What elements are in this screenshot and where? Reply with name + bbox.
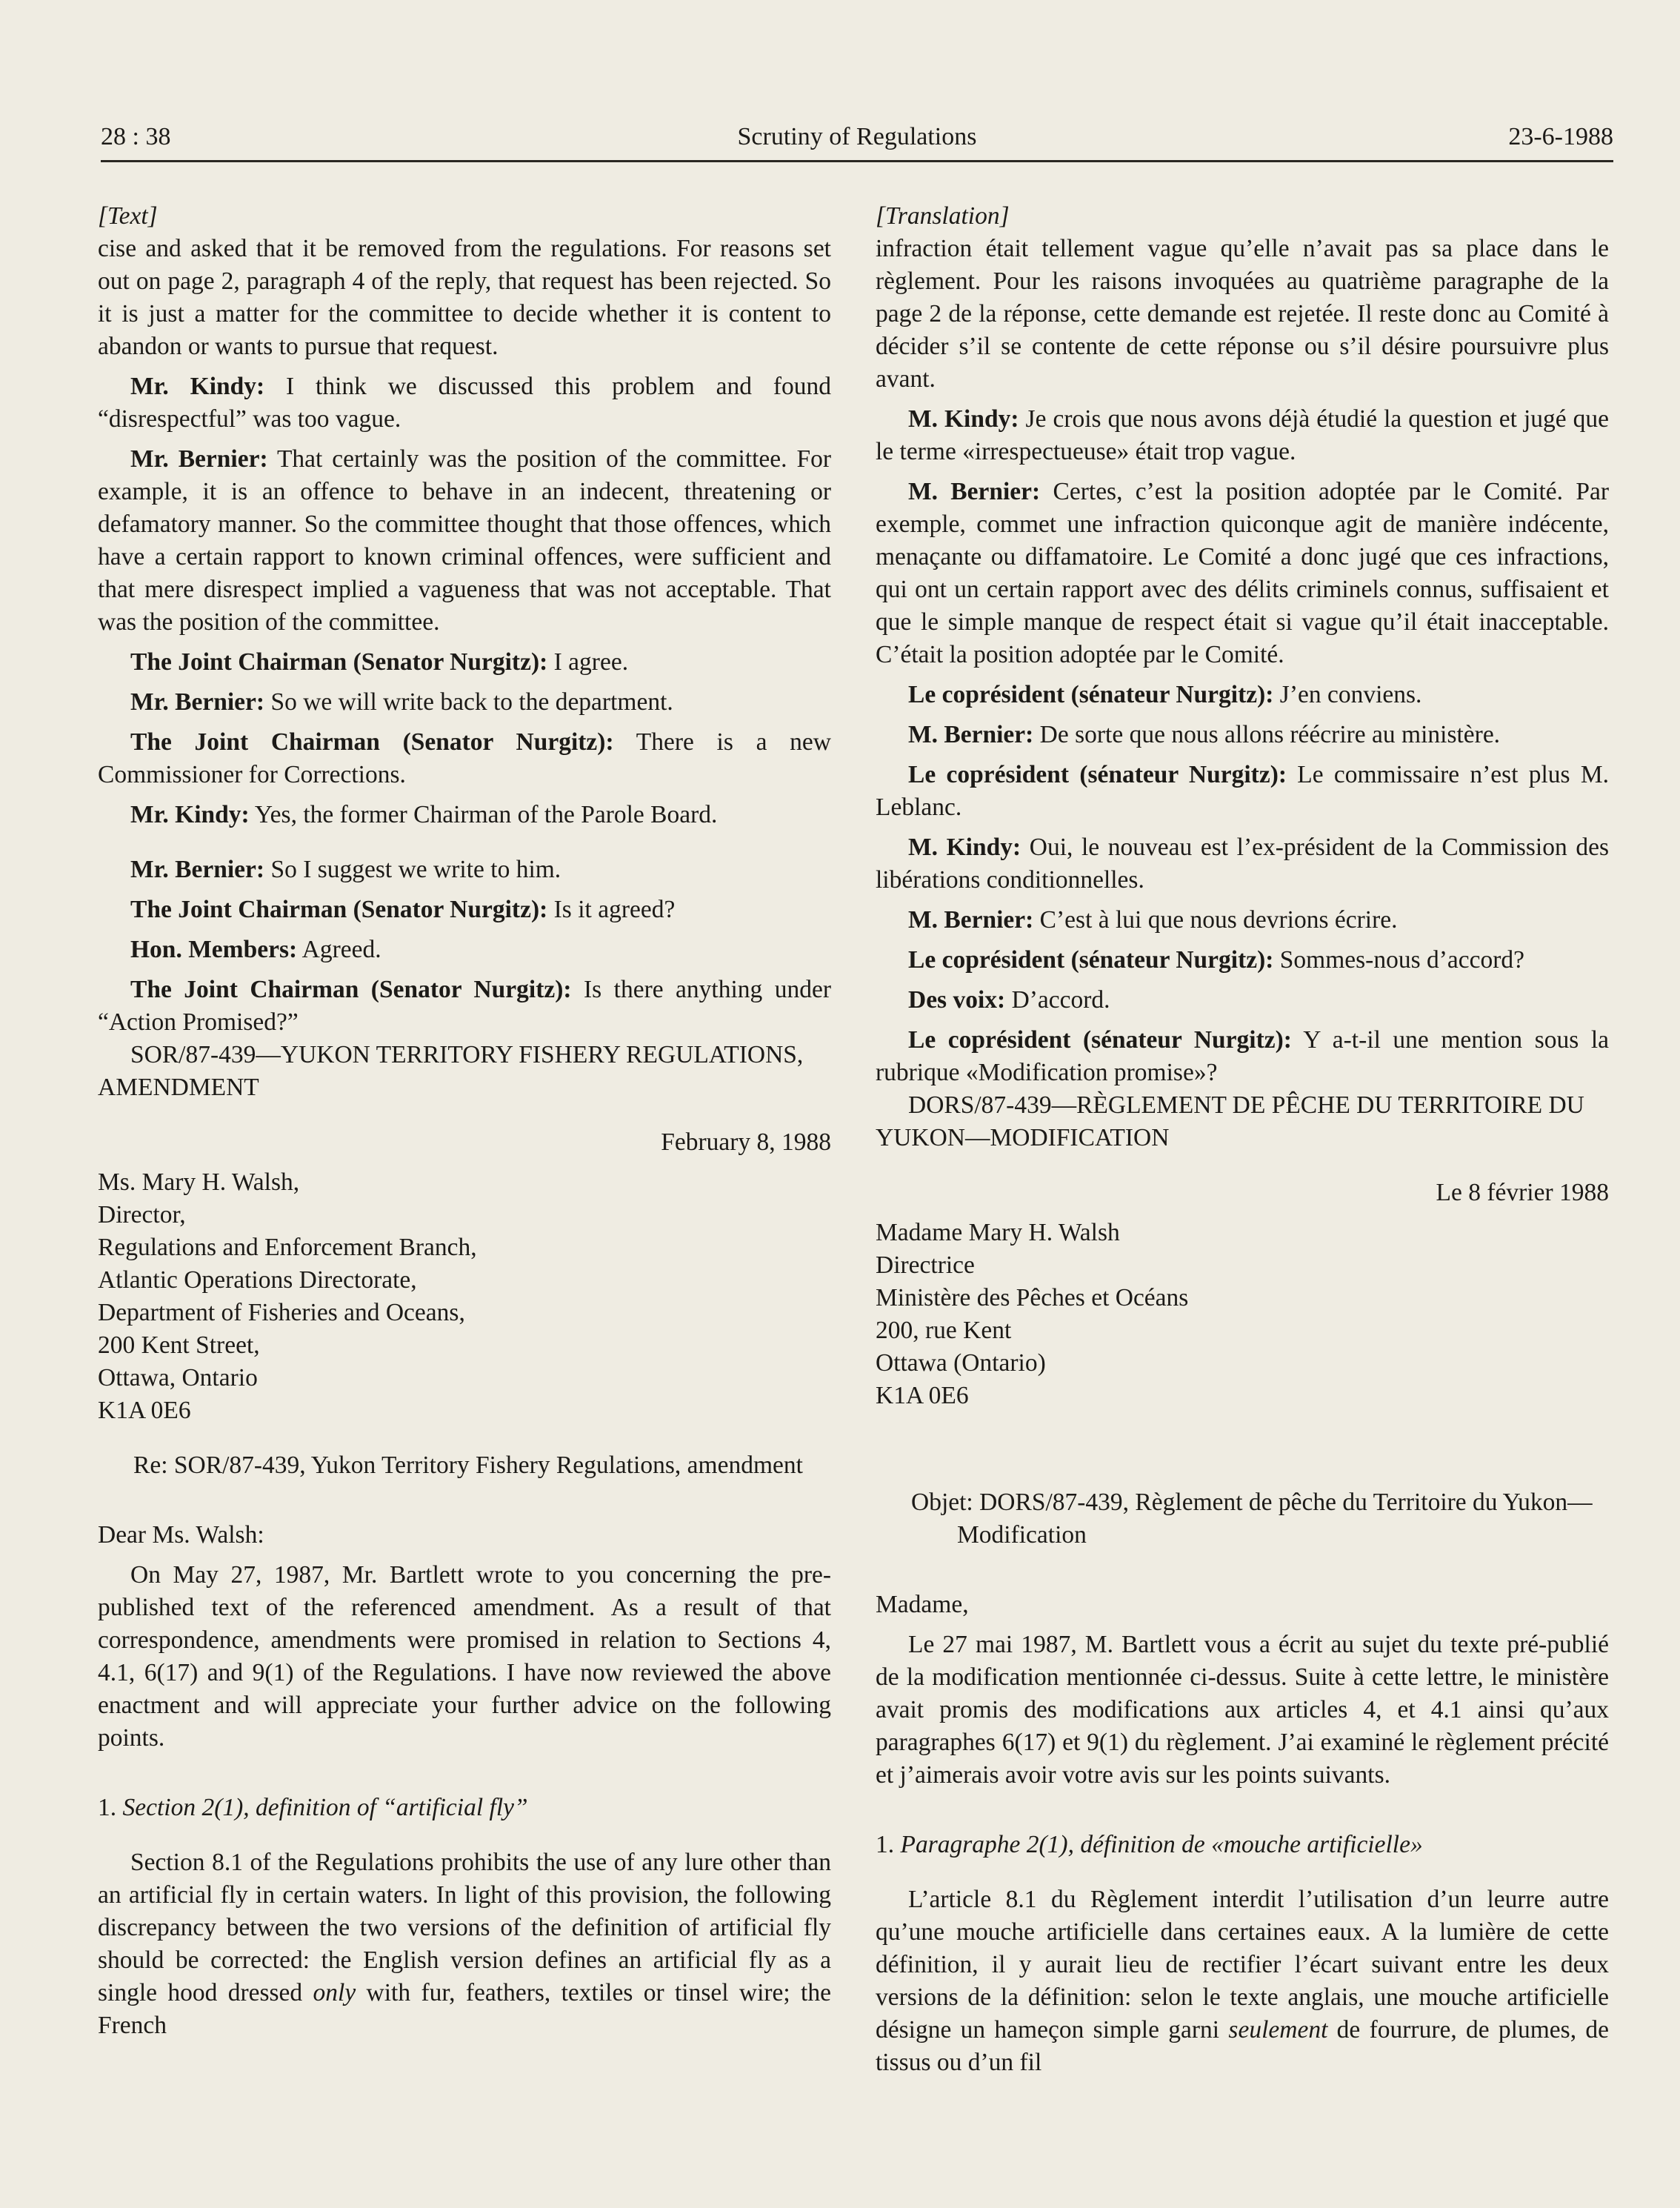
section-title <box>98 1792 831 1824</box>
utterance: Y a-t-il une mention sous la rubrique «Modification promise»? <box>876 1026 1610 1086</box>
utterance: J’en conviens. <box>1273 681 1422 708</box>
exchange <box>876 759 1609 824</box>
utterance: Yes, the former Chairman of the Parole Board. <box>249 801 718 828</box>
french-column <box>876 200 1609 2079</box>
section-heading: SOR/87-439—YUKON TERRITORY FISHERY REGULATIONS, AMENDMENT <box>98 1041 804 1101</box>
utterance: Certes, c’est la position adoptée par le Comité. Par exemple, commet une infraction quiconque agit de manière indécente, menaçante ou diffamatoire. Le Comité a donc jugé que ces infractions, qui ont un certain rapport avec des délits criminels connus, suffisaient et que le simple manque de respect était si vague qu’il était inacceptable. C’était la position adoptée par le Comité. <box>876 478 1609 668</box>
english-column <box>98 200 831 2042</box>
speaker: The Joint Chairman (Senator Nurgitz): <box>130 728 614 756</box>
letter-date: February 8, 1988 <box>661 1128 831 1156</box>
utterance: C’est à lui que nous devrions écrire. <box>1033 906 1398 934</box>
address-line: 200 Kent Street, <box>98 1331 260 1359</box>
section-title-text: Paragraphe 2(1), définition de «mouche artificielle» <box>900 1831 1423 1858</box>
speaker: Mr. Bernier: <box>130 688 265 716</box>
salutation: Madame, <box>876 1591 969 1618</box>
exchange <box>98 799 831 831</box>
page-header <box>101 119 1613 162</box>
section-number: 1. <box>876 1831 901 1858</box>
section-body-text: de fourrure, de plumes, de tissus ou d’un fil <box>876 2016 1610 2076</box>
utterance: De sorte que nous allons réécrire au ministère. <box>1033 721 1501 748</box>
speaker: M. Kindy: <box>908 834 1021 861</box>
address-line: Directrice <box>876 1251 975 1279</box>
address-line: Madame Mary H. Walsh <box>876 1219 1120 1246</box>
address-line: Atlantic Operations Directorate, <box>98 1266 417 1294</box>
exchange <box>98 726 831 791</box>
address-line: Ministère des Pêches et Océans <box>876 1284 1189 1311</box>
letter-date: Le 8 février 1988 <box>1436 1179 1609 1206</box>
page-number: 28 : 38 <box>101 123 171 150</box>
salutation: Dear Ms. Walsh: <box>98 1521 264 1549</box>
address-line: Ottawa (Ontario) <box>876 1349 1046 1377</box>
utterance: There is a new Commissioner for Corrections. <box>98 728 831 788</box>
exchange <box>876 719 1609 751</box>
section-body-text: with fur, feathers, textiles or tinsel wire; the French <box>98 1979 831 2039</box>
exchange <box>98 854 831 886</box>
exchange <box>876 476 1609 671</box>
speaker: Hon. Members: <box>130 936 298 963</box>
utterance: Le commissaire n’est plus M. Leblanc. <box>876 761 1609 821</box>
speaker: M. Bernier: <box>908 478 1041 505</box>
letter-body: On May 27, 1987, Mr. Bartlett wrote to you concerning the pre-published text of the referenced amendment. As a result of that correspondence, amendments were promised in relation to Sections 4, 4.1, 6(17) and 9(1) of the Regulations. I have now reviewed the above enactment and will appreciate your further advice on the following points. <box>98 1561 831 1752</box>
address-line: 200, rue Kent <box>876 1317 1012 1344</box>
speaker: Le coprésident (sénateur Nurgitz): <box>908 681 1274 708</box>
running-title: Scrutiny of Regulations <box>737 123 977 150</box>
utterance: Oui, le nouveau est l’ex-président de la Commission des libérations conditionnelles. <box>876 834 1609 894</box>
text-label: [Text] <box>98 202 158 230</box>
exchange <box>876 403 1609 468</box>
utterance: I agree. <box>547 648 629 676</box>
exchange <box>876 1024 1609 1089</box>
speaker: Mr. Kindy: <box>130 373 265 400</box>
speaker: M. Kindy: <box>908 405 1019 433</box>
speaker: M. Bernier: <box>908 721 1034 748</box>
exchange <box>876 679 1609 711</box>
exchange <box>876 904 1609 937</box>
speaker: Le coprésident (sénateur Nurgitz): <box>908 761 1287 788</box>
section-body <box>98 1846 831 2042</box>
utterance: Is there anything under “Action Promised?” <box>98 976 831 1036</box>
exchange <box>98 370 831 436</box>
exchange <box>98 646 831 679</box>
exchange <box>98 443 831 639</box>
re-line: Re: SOR/87-439, Yukon Territory Fishery Regulations, amendment <box>133 1452 803 1479</box>
section-title <box>876 1829 1609 1861</box>
intro-paragraph: cise and asked that it be removed from the regulations. For reasons set out on page 2, paragraph 4 of the reply, that request has been rejected. So it is just a matter for the committee to decide whether it is content to abandon or wants to pursue that request. <box>98 235 831 360</box>
exchange <box>98 974 831 1039</box>
exchange <box>98 686 831 719</box>
address-line: Regulations and Enforcement Branch, <box>98 1234 477 1261</box>
intro-paragraph: infraction était tellement vague qu’elle n’avait pas sa place dans le règlement. Pour les raisons invoquées au quatrième paragraphe de la page 2 de la réponse, cette demande est rejetée. Il reste donc au Comité à décider s’il se contente de cette réponse ou s’il désire poursuivre plus avant. <box>876 235 1609 393</box>
utterance: So we will write back to the department. <box>264 688 673 716</box>
utterance: I think we discussed this problem and found “disrespectful” was too vague. <box>98 373 831 433</box>
exchange <box>876 984 1609 1017</box>
section-body-text: Section 8.1 of the Regulations prohibits the use of any lure other than an artificial fly in certain waters. In light of this provision, the following discrepancy between the two versions of the definition of artificial fly should be corrected: the English version defines an artificial fly as a single hood dressed <box>98 1849 831 2006</box>
speaker: Le coprésident (sénateur Nurgitz): <box>908 1026 1292 1054</box>
emphasis: seulement <box>1228 2016 1328 2044</box>
exchange <box>876 944 1609 977</box>
address-line: Ms. Mary H. Walsh, <box>98 1168 300 1196</box>
translation-label: [Translation] <box>876 202 1010 230</box>
emphasis: only <box>313 1979 356 2006</box>
address-line: K1A 0E6 <box>98 1397 191 1424</box>
utterance: Sommes-nous d’accord? <box>1273 946 1525 974</box>
speaker: Mr. Bernier: <box>130 856 265 883</box>
letter-body: Le 27 mai 1987, M. Bartlett vous a écrit au sujet du texte pré-publié de la modification mentionnée ci-dessus. Suite à cette lettre, le ministère avait promis des modifications aux articles 4, et 4.1 ainsi qu’aux paragraphes 6(17) et 9(1) du règlement. J’ai examiné le règlement précité et j’aimerais avoir votre avis sur les points suivants. <box>876 1631 1609 1789</box>
address-line: K1A 0E6 <box>876 1382 969 1409</box>
re-line: Objet: DORS/87-439, Règlement de pêche du Territoire du Yukon—Modification <box>911 1489 1593 1549</box>
header-date: 23-6-1988 <box>1508 123 1613 150</box>
speaker: Des voix: <box>908 986 1006 1014</box>
utterance: Je crois que nous avons déjà étudié la question et jugé que le terme «irrespectueuse» était trop vague. <box>876 405 1610 465</box>
speaker: Mr. Kindy: <box>130 801 250 828</box>
utterance: D’accord. <box>1005 986 1110 1014</box>
section-body-text: L’article 8.1 du Règlement interdit l’utilisation d’un leurre autre qu’une mouche artificielle dans certaines eaux. A la lumière de cette définition, il y aurait lieu de rectifier l’écart suivant entre les deux versions de la définition: selon le texte anglais, une mouche artificielle désigne un hameçon simple garni <box>876 1886 1609 2044</box>
speaker: Mr. Bernier: <box>130 445 268 473</box>
address-line: Department of Fisheries and Oceans, <box>98 1299 465 1326</box>
section-number: 1. <box>98 1794 123 1821</box>
utterance: Agreed. <box>297 936 381 963</box>
speaker: The Joint Chairman (Senator Nurgitz): <box>130 648 548 676</box>
section-body <box>876 1883 1609 2079</box>
utterance: That certainly was the position of the committee. For example, it is an offence to behave in an indecent, threatening or defamatory manner. So the committee thought that those offences, which have a certain rapport to known criminal offences, were sufficient and that mere disrespect implied a vagueness that was not acceptable. That was the position of the committee. <box>98 445 831 636</box>
speaker: Le coprésident (sénateur Nurgitz): <box>908 946 1274 974</box>
speaker: The Joint Chairman (Senator Nurgitz): <box>130 896 548 923</box>
section-title-text: Section 2(1), definition of “artificial fly” <box>122 1794 528 1821</box>
speaker: The Joint Chairman (Senator Nurgitz): <box>130 976 572 1003</box>
speaker: M. Bernier: <box>908 906 1034 934</box>
exchange <box>98 894 831 926</box>
utterance: Is it agreed? <box>547 896 676 923</box>
exchange <box>876 831 1609 897</box>
section-heading: DORS/87-439—RÈGLEMENT DE PÊCHE DU TERRITOIRE DU YUKON—MODIFICATION <box>876 1091 1584 1151</box>
address-line: Ottawa, Ontario <box>98 1364 258 1391</box>
exchange <box>98 934 831 966</box>
utterance: So I suggest we write to him. <box>264 856 561 883</box>
address-line: Director, <box>98 1201 186 1228</box>
